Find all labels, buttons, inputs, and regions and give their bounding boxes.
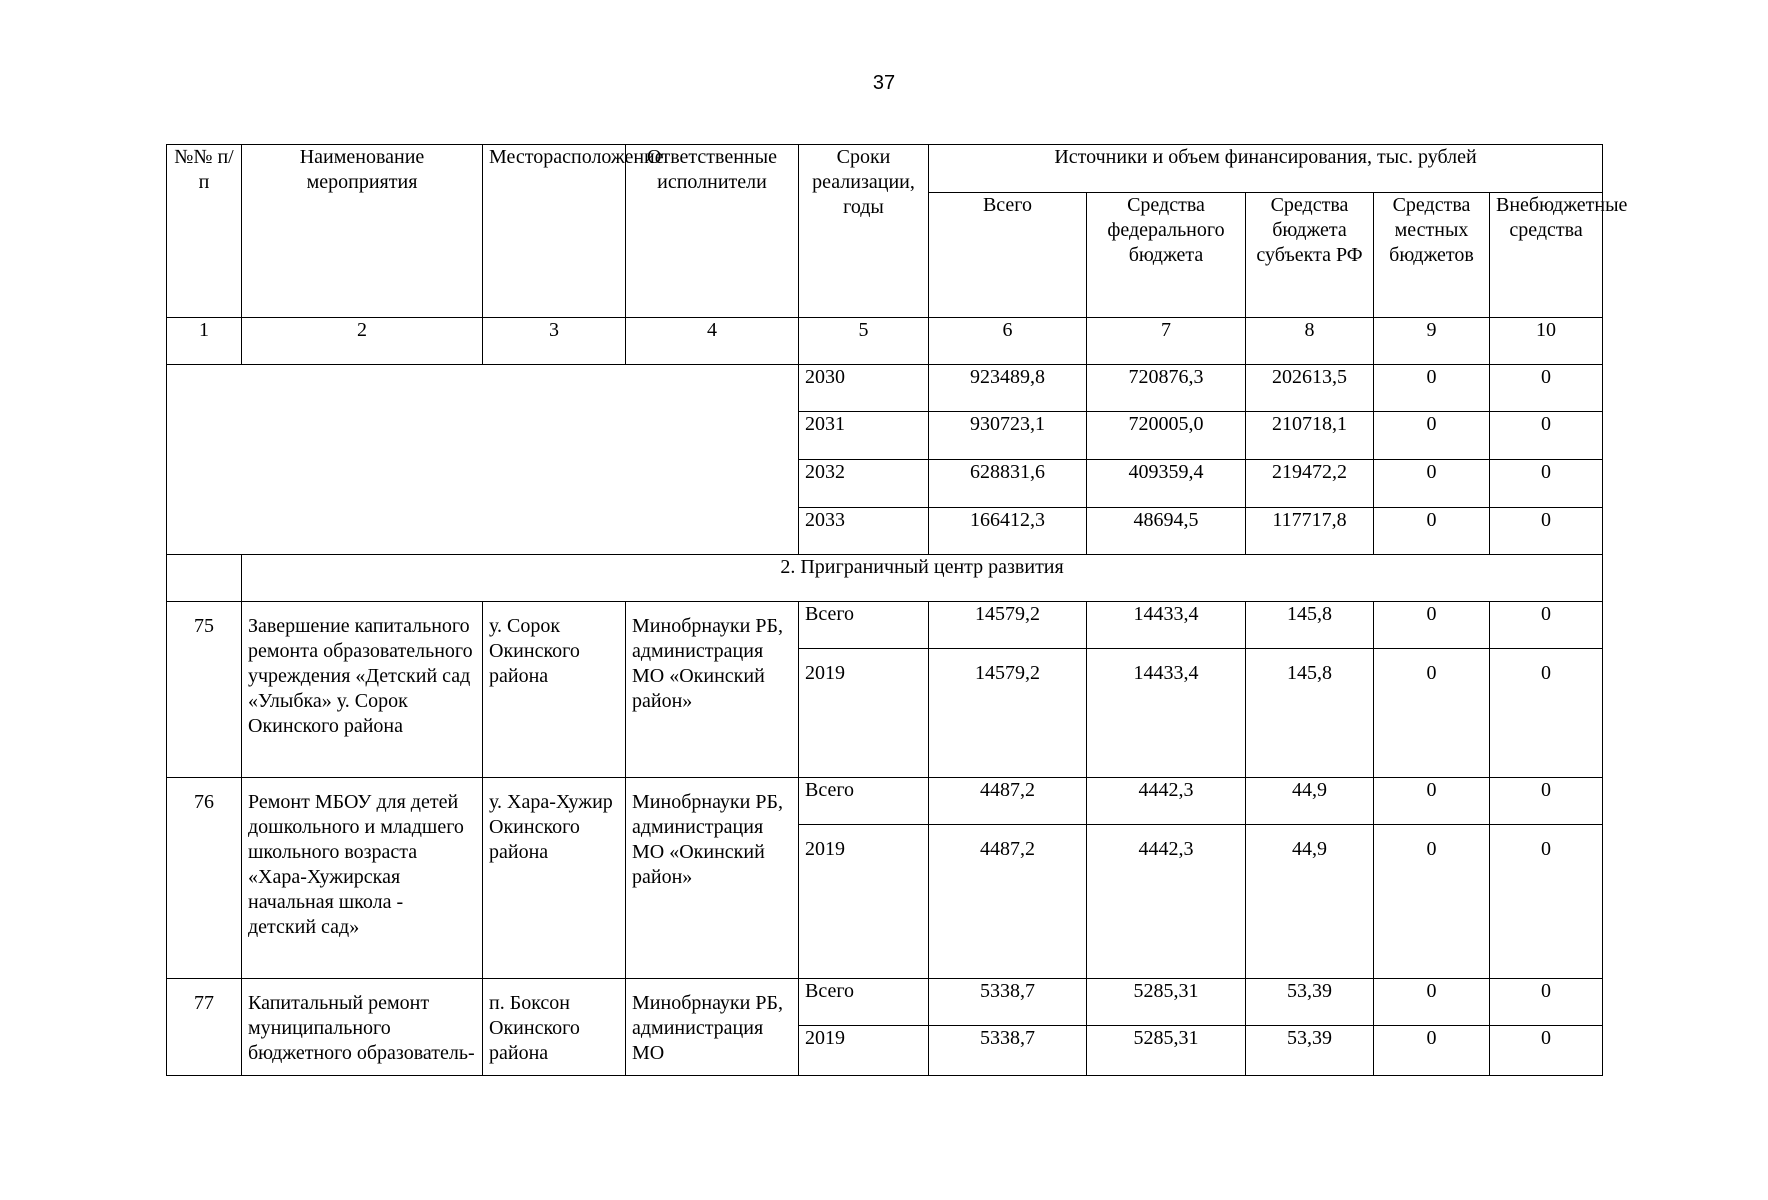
total-cell: 930723,1 bbox=[929, 412, 1087, 460]
regional-cell: 44,9 bbox=[1246, 778, 1374, 825]
item-name: Капитальный ремонт муниципального бюджетного образователь- bbox=[242, 979, 483, 1076]
item-name: Завершение капитального ремонта образовательного учреждения «Детский сад «Улыбка» у. Сорок Окинского района bbox=[242, 602, 483, 778]
year-cell: 2032 bbox=[799, 460, 929, 508]
column-number: 9 bbox=[1374, 318, 1490, 365]
regional-cell: 117717,8 bbox=[1246, 508, 1374, 555]
year-cell: Всего bbox=[799, 602, 929, 649]
header-col5: Сроки реализации, годы bbox=[799, 145, 929, 318]
year-cell: Всего bbox=[799, 778, 929, 825]
header-col3: Месторасположение bbox=[483, 145, 626, 318]
extra-cell: 0 bbox=[1490, 649, 1603, 778]
federal-cell: 4442,3 bbox=[1087, 825, 1246, 979]
federal-cell: 5285,31 bbox=[1087, 1026, 1246, 1076]
column-number: 1 bbox=[167, 318, 242, 365]
year-cell: 2019 bbox=[799, 825, 929, 979]
total-cell: 5338,7 bbox=[929, 1026, 1087, 1076]
extra-cell: 0 bbox=[1490, 825, 1603, 979]
extra-cell: 0 bbox=[1490, 508, 1603, 555]
local-cell: 0 bbox=[1374, 412, 1490, 460]
item-location: у. Хара-Хужир Окинского района bbox=[483, 778, 626, 979]
continued-empty-cell bbox=[167, 365, 799, 555]
financing-table bbox=[166, 144, 1628, 1076]
extra-cell: 0 bbox=[1490, 460, 1603, 508]
item-number: 76 bbox=[167, 778, 242, 979]
table-row bbox=[167, 778, 1603, 825]
regional-cell: 53,39 bbox=[1246, 979, 1374, 1026]
item-location: п. Боксон Окинского района bbox=[483, 979, 626, 1076]
header-sources: Источники и объем финансирования, тыс. рублей bbox=[929, 145, 1603, 193]
regional-cell: 145,8 bbox=[1246, 602, 1374, 649]
table-row bbox=[167, 979, 1603, 1026]
header-col7: Средства федерального бюджета bbox=[1087, 193, 1246, 318]
column-number: 2 bbox=[242, 318, 483, 365]
total-cell: 14579,2 bbox=[929, 649, 1087, 778]
header-row-1 bbox=[167, 145, 1603, 193]
local-cell: 0 bbox=[1374, 365, 1490, 412]
federal-cell: 5285,31 bbox=[1087, 979, 1246, 1026]
year-cell: 2031 bbox=[799, 412, 929, 460]
regional-cell: 145,8 bbox=[1246, 649, 1374, 778]
federal-cell: 14433,4 bbox=[1087, 602, 1246, 649]
item-name: Ремонт МБОУ для детей дошкольного и младшего школьного возраста «Хара-Хужирская начальная школа - детский сад» bbox=[242, 778, 483, 979]
total-cell: 4487,2 bbox=[929, 778, 1087, 825]
header-col2: Наименование мероприятия bbox=[242, 145, 483, 318]
year-cell: 2019 bbox=[799, 1026, 929, 1076]
section-empty-cell bbox=[167, 555, 242, 602]
extra-cell: 0 bbox=[1490, 979, 1603, 1026]
column-number: 8 bbox=[1246, 318, 1374, 365]
federal-cell: 409359,4 bbox=[1087, 460, 1246, 508]
extra-cell: 0 bbox=[1490, 602, 1603, 649]
item-location: у. Сорок Окинского района bbox=[483, 602, 626, 778]
table-row bbox=[167, 365, 1603, 412]
header-col1: №№ п/п bbox=[167, 145, 242, 318]
federal-cell: 720876,3 bbox=[1087, 365, 1246, 412]
header-col4: Ответственные исполнители bbox=[626, 145, 799, 318]
page-number: 37 bbox=[872, 72, 896, 94]
column-number: 5 bbox=[799, 318, 929, 365]
regional-cell: 210718,1 bbox=[1246, 412, 1374, 460]
section-row bbox=[167, 555, 1603, 602]
year-cell: 2019 bbox=[799, 649, 929, 778]
total-cell: 628831,6 bbox=[929, 460, 1087, 508]
table-row bbox=[167, 602, 1603, 649]
federal-cell: 720005,0 bbox=[1087, 412, 1246, 460]
local-cell: 0 bbox=[1374, 602, 1490, 649]
item-responsible: Минобрнауки РБ, администрация МО «Окинский район» bbox=[626, 778, 799, 979]
extra-cell: 0 bbox=[1490, 365, 1603, 412]
regional-cell: 53,39 bbox=[1246, 1026, 1374, 1076]
regional-cell: 202613,5 bbox=[1246, 365, 1374, 412]
item-number: 77 bbox=[167, 979, 242, 1076]
local-cell: 0 bbox=[1374, 508, 1490, 555]
column-number: 4 bbox=[626, 318, 799, 365]
federal-cell: 4442,3 bbox=[1087, 778, 1246, 825]
page-number-wrap bbox=[0, 72, 1768, 95]
total-cell: 4487,2 bbox=[929, 825, 1087, 979]
header-col10: Внебюджетные средства bbox=[1490, 193, 1603, 318]
local-cell: 0 bbox=[1374, 649, 1490, 778]
extra-cell: 0 bbox=[1490, 412, 1603, 460]
header-col8: Средства бюджета субъекта РФ bbox=[1246, 193, 1374, 318]
header-col6: Всего bbox=[929, 193, 1087, 318]
local-cell: 0 bbox=[1374, 460, 1490, 508]
column-number-row bbox=[167, 318, 1603, 365]
item-responsible: Минобрнауки РБ, администрация МО «Окинский район» bbox=[626, 602, 799, 778]
year-cell: 2033 bbox=[799, 508, 929, 555]
federal-cell: 14433,4 bbox=[1087, 649, 1246, 778]
total-cell: 923489,8 bbox=[929, 365, 1087, 412]
local-cell: 0 bbox=[1374, 778, 1490, 825]
total-cell: 14579,2 bbox=[929, 602, 1087, 649]
column-number: 6 bbox=[929, 318, 1087, 365]
total-cell: 5338,7 bbox=[929, 979, 1087, 1026]
header-col9: Средства местных бюджетов bbox=[1374, 193, 1490, 318]
year-cell: Всего bbox=[799, 979, 929, 1026]
year-cell: 2030 bbox=[799, 365, 929, 412]
extra-cell: 0 bbox=[1490, 1026, 1603, 1076]
section-title: 2. Приграничный центр развития bbox=[242, 555, 1603, 602]
column-number: 7 bbox=[1087, 318, 1246, 365]
column-number: 3 bbox=[483, 318, 626, 365]
regional-cell: 44,9 bbox=[1246, 825, 1374, 979]
extra-cell: 0 bbox=[1490, 778, 1603, 825]
local-cell: 0 bbox=[1374, 1026, 1490, 1076]
item-number: 75 bbox=[167, 602, 242, 778]
local-cell: 0 bbox=[1374, 979, 1490, 1026]
federal-cell: 48694,5 bbox=[1087, 508, 1246, 555]
item-responsible: Минобрнауки РБ, администрация МО bbox=[626, 979, 799, 1076]
regional-cell: 219472,2 bbox=[1246, 460, 1374, 508]
total-cell: 166412,3 bbox=[929, 508, 1087, 555]
column-number: 10 bbox=[1490, 318, 1603, 365]
local-cell: 0 bbox=[1374, 825, 1490, 979]
